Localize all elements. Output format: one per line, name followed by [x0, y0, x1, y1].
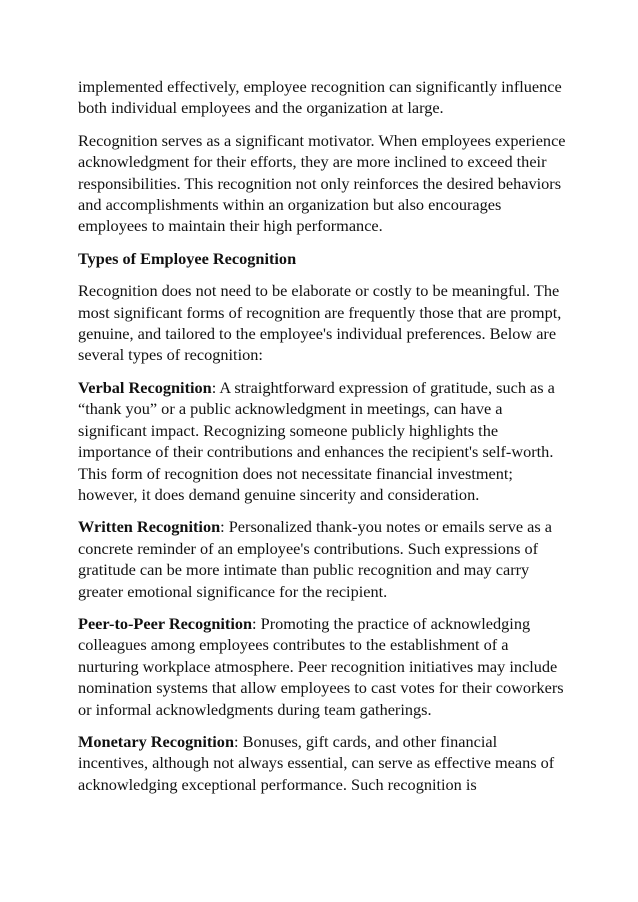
verbal-recognition-text: : A straightforward expression of gratitude, such as a “thank you” or a public acknowledgment in meetings, can have a significant impact. Recognizing someone publicly highlights the importance of their contributions and enhances the recipient's self-worth. This form of recognition does not necessitate financial investment; however, it does demand genuine sincerity and consideration. [78, 377, 555, 504]
verbal-recognition-term: Verbal Recognition [78, 377, 212, 397]
motivator-paragraph: Recognition serves as a significant motivator. When employees experience acknowledgment for their efforts, they are more inclined to exceed their responsibilities. This recognition not only reinforces the desired behaviors and accomplishments within an organization but also encourages employees to maintain their high performance. [78, 130, 566, 236]
written-recognition-term: Written Recognition [78, 517, 221, 537]
monetary-recognition-term: Monetary Recognition [78, 731, 234, 751]
written-recognition-paragraph [78, 516, 568, 602]
verbal-recognition-paragraph [78, 377, 568, 505]
document-page [78, 76, 568, 806]
written-recognition-text: : Personalized thank-you notes or emails serve as a concrete reminder of an employee's contributions. Such expressions of gratitude can be more intimate than public recognition and may carry greater emotional significance for the recipient. [78, 517, 553, 601]
section-heading: Types of Employee Recognition [78, 248, 297, 268]
section-intro-paragraph: Recognition does not need to be elaborate or costly to be meaningful. The most significant forms of recognition are frequently those that are prompt, genuine, and tailored to the employee's individual preferences. Below are several types of recognition: [78, 281, 562, 365]
peer-recognition-text: : Promoting the practice of acknowledging colleagues among employees contributes to the establishment of a nurturing workplace atmosphere. Peer recognition initiatives may include nomination systems that allow employees to cast votes for their coworkers or informal acknowledgments during team gatherings. [78, 613, 564, 719]
intro-continuation-paragraph: implemented effectively, employee recognition can significantly influence both individual employees and the organization at large. [78, 77, 562, 118]
monetary-recognition-text: : Bonuses, gift cards, and other financial incentives, although not always essential, can serve as effective means of acknowledging exceptional performance. Such recognition is [78, 731, 555, 794]
peer-recognition-term: Peer-to-Peer Recognition [78, 613, 253, 633]
monetary-recognition-paragraph [78, 731, 568, 795]
peer-recognition-paragraph [78, 613, 568, 720]
